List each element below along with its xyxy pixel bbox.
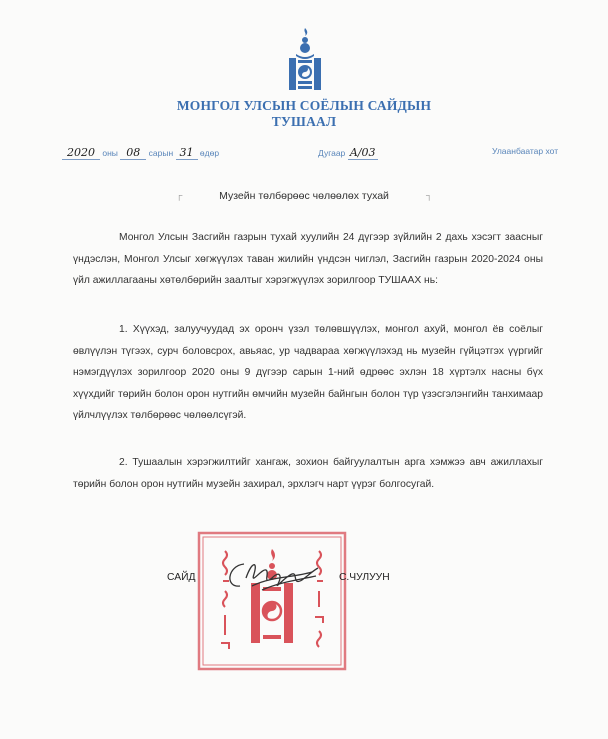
corner-mark-right: ┐	[426, 190, 433, 200]
document-type: ТУШААЛ	[271, 114, 337, 129]
ministry-name: МОНГОЛ УЛСЫН СОЁЛЫН САЙДЫН	[176, 98, 432, 113]
order-item-1: 1. Хүүхэд, залуучуудад эх оронч үзэл төлөвшүүлэх, монгол ахуй, монгол ёв соёлыг өвлүүлэн түгээх, сурч боловсрох, авьяас, ур чадвараа хөгжүүлэхэд нь музейн гүйцэтгэх үүргийг нэмэгдүүлэх зорилгоор 2020 оны 9 дүгээр сарын 1-ний өдрөөс эхлэн 18 хүртэлх насны бүх хүүхдийг төрийн болон орон нутгийн өмчийн музейн байнгын болон түр үзэсгэлэнгийн танхимаар үйлчлүүлэх төлбөрөөс чөлөөлсүгэй.	[73, 324, 543, 421]
official-seal-icon	[197, 531, 347, 671]
order-item-2: 2. Тушаалын хэрэгжилтийг хангаж, зохион байгуулалтын арга хэмжээ авч ажиллахыг төрийн болон орон нутгийн музейн захирал, эрхлэгч нарт үүрэг болгосугай.	[73, 457, 543, 490]
signatory-title: САЙД	[167, 572, 196, 583]
place: Улаанбаатар хот	[492, 146, 559, 156]
date-month: 08	[120, 146, 146, 160]
soyombo-emblem-icon	[286, 26, 324, 94]
preamble-paragraph: Монгол Улсын Засгийн газрын тухай хуулийн 24 дүгээр зүйлийн 2 дахь хэсэгт заасныг үндэслэн, Монгол Улсыг хөгжүүлэх таван жилийн үндсэн чиглэл, Засгийн газрын 2020-2024 оны үйл ажиллагааны хөтөлбөрийн заалтыг хэрэгжүүлэх зорилгоор ТУШААХ нь:	[73, 232, 543, 286]
date-month-suffix: сарын	[148, 148, 174, 158]
date-year-suffix: оны	[102, 148, 118, 158]
handwritten-signature	[222, 556, 332, 596]
date-field	[62, 146, 219, 160]
order-number-label: Дугаар	[318, 148, 346, 158]
corner-mark-left: ┌	[176, 190, 183, 200]
signatory-name: С.ЧУЛУУН	[339, 572, 390, 583]
subject-title: Музейн төлбөрөөс чөлөөлөх тухай	[219, 190, 389, 202]
order-number-field	[318, 146, 378, 160]
date-day-suffix: өдөр	[199, 148, 220, 158]
date-day: 31	[176, 146, 198, 160]
order-number: A/03	[348, 146, 378, 160]
date-year: 2020	[62, 146, 100, 160]
